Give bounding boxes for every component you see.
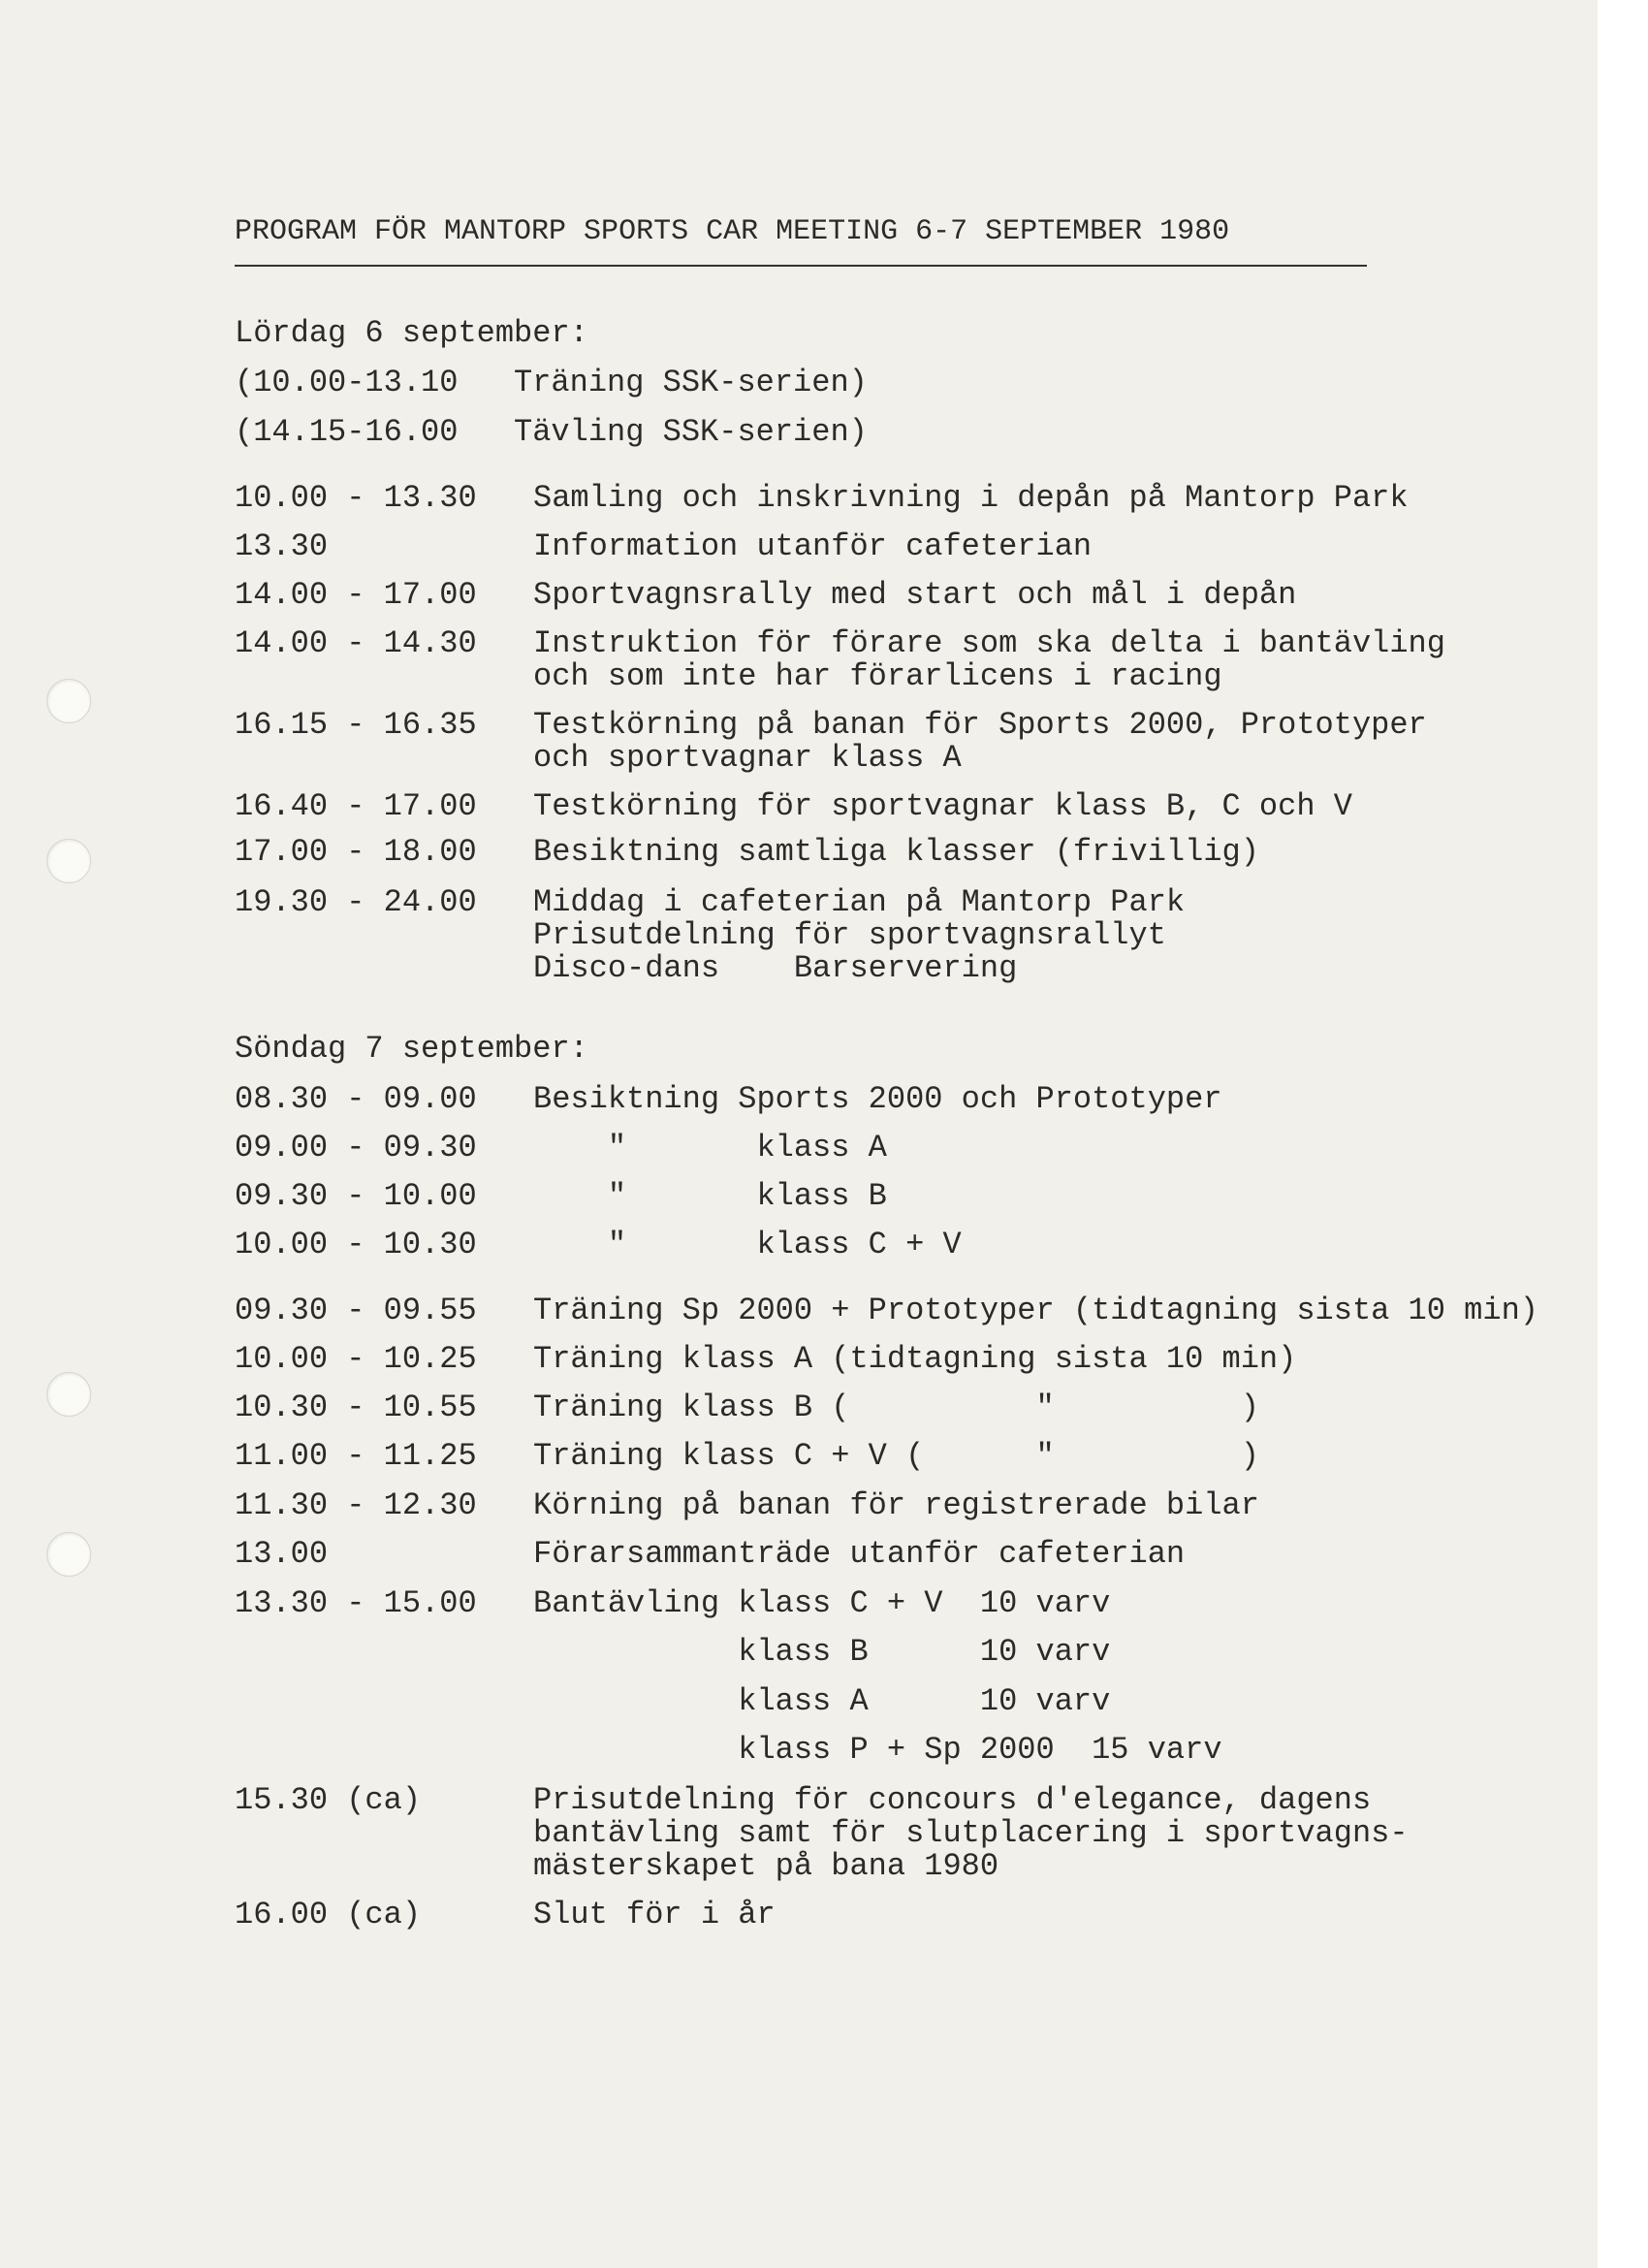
schedule-time: 15.30 (ca) xyxy=(235,1782,422,1818)
page-edge xyxy=(1598,0,1648,2268)
schedule-desc: mästerskapet på bana 1980 xyxy=(533,1848,999,1884)
schedule-desc: Samling och inskrivning i depån på Mantorp Park xyxy=(533,480,1409,516)
schedule-desc: Förarsammanträde utanför cafeterian xyxy=(533,1536,1186,1572)
schedule-desc: Besiktning samtliga klasser (frivillig) xyxy=(533,834,1259,870)
schedule-desc: klass P + Sp 2000 15 varv xyxy=(533,1732,1222,1768)
schedule-desc: bantävling samt för slutplacering i sportvagns- xyxy=(533,1815,1409,1851)
saturday-heading: Lördag 6 september: xyxy=(235,315,588,351)
schedule-desc: Träning klass C + V ( " ) xyxy=(533,1438,1259,1474)
schedule-desc: " klass C + V xyxy=(533,1227,962,1262)
schedule-time: 11.30 - 12.30 xyxy=(235,1487,477,1523)
schedule-time: 17.00 - 18.00 xyxy=(235,834,477,870)
schedule-time: 09.30 - 09.55 xyxy=(235,1293,477,1328)
schedule-time: 19.30 - 24.00 xyxy=(235,884,477,920)
sunday-heading: Söndag 7 september: xyxy=(235,1031,588,1067)
schedule-desc: Testkörning på banan för Sports 2000, Prototyper xyxy=(533,707,1427,743)
punch-hole xyxy=(47,1532,91,1577)
schedule-time: 10.30 - 10.55 xyxy=(235,1390,477,1425)
schedule-desc: Slut för i år xyxy=(533,1897,776,1933)
schedule-desc: Testkörning för sportvagnar klass B, C och V xyxy=(533,788,1352,824)
schedule-time: 13.30 - 15.00 xyxy=(235,1585,477,1621)
schedule-time: 09.00 - 09.30 xyxy=(235,1130,477,1166)
schedule-desc: Besiktning Sports 2000 och Prototyper xyxy=(533,1081,1222,1117)
schedule-desc: " klass A xyxy=(533,1130,887,1166)
punch-hole xyxy=(47,1372,91,1417)
schedule-desc: Disco-dans Barservering xyxy=(533,950,1018,986)
punch-hole xyxy=(47,679,91,723)
schedule-desc: klass A 10 varv xyxy=(533,1683,1111,1719)
schedule-time: 13.00 xyxy=(235,1536,329,1572)
document-title: PROGRAM FÖR MANTORP SPORTS CAR MEETING 6-7 SEPTEMBER 1980 xyxy=(235,215,1230,248)
schedule-desc: Sportvagnsrally med start och mål i depån xyxy=(533,577,1297,613)
schedule-time: 10.00 - 10.25 xyxy=(235,1341,477,1377)
schedule-desc: Prisutdelning för concours d'elegance, dagens xyxy=(533,1782,1372,1818)
schedule-time: 10.00 - 10.30 xyxy=(235,1227,477,1262)
ssk-time: (14.15-16.00 xyxy=(235,414,459,450)
schedule-desc: Bantävling klass C + V 10 varv xyxy=(533,1585,1111,1621)
schedule-time: 14.00 - 14.30 xyxy=(235,625,477,661)
schedule-time: 13.30 xyxy=(235,528,329,564)
title-underline xyxy=(235,265,1367,267)
schedule-desc: klass B 10 varv xyxy=(533,1634,1111,1670)
schedule-time: 14.00 - 17.00 xyxy=(235,577,477,613)
schedule-desc: Träning Sp 2000 + Prototyper (tidtagning sista 10 min) xyxy=(533,1293,1538,1328)
schedule-desc: Körning på banan för registrerade bilar xyxy=(533,1487,1259,1523)
schedule-time: 16.00 (ca) xyxy=(235,1897,422,1933)
schedule-time: 16.15 - 16.35 xyxy=(235,707,477,743)
ssk-desc: Träning SSK-serien) xyxy=(514,365,868,400)
schedule-desc: Middag i cafeterian på Mantorp Park xyxy=(533,884,1186,920)
ssk-time: (10.00-13.10 xyxy=(235,365,459,400)
ssk-desc: Tävling SSK-serien) xyxy=(514,414,868,450)
schedule-desc: och sportvagnar klass A xyxy=(533,740,962,776)
punch-hole xyxy=(47,839,91,883)
schedule-desc: Träning klass A (tidtagning sista 10 min) xyxy=(533,1341,1297,1377)
schedule-time: 10.00 - 13.30 xyxy=(235,480,477,516)
schedule-time: 08.30 - 09.00 xyxy=(235,1081,477,1117)
schedule-time: 16.40 - 17.00 xyxy=(235,788,477,824)
schedule-desc: Instruktion för förare som ska delta i bantävling xyxy=(533,625,1445,661)
schedule-desc: Information utanför cafeterian xyxy=(533,528,1093,564)
schedule-desc: " klass B xyxy=(533,1178,887,1214)
schedule-desc: Träning klass B ( " ) xyxy=(533,1390,1259,1425)
schedule-desc: Prisutdelning för sportvagnsrallyt xyxy=(533,917,1166,953)
schedule-time: 09.30 - 10.00 xyxy=(235,1178,477,1214)
schedule-desc: och som inte har förarlicens i racing xyxy=(533,658,1222,694)
schedule-time: 11.00 - 11.25 xyxy=(235,1438,477,1474)
